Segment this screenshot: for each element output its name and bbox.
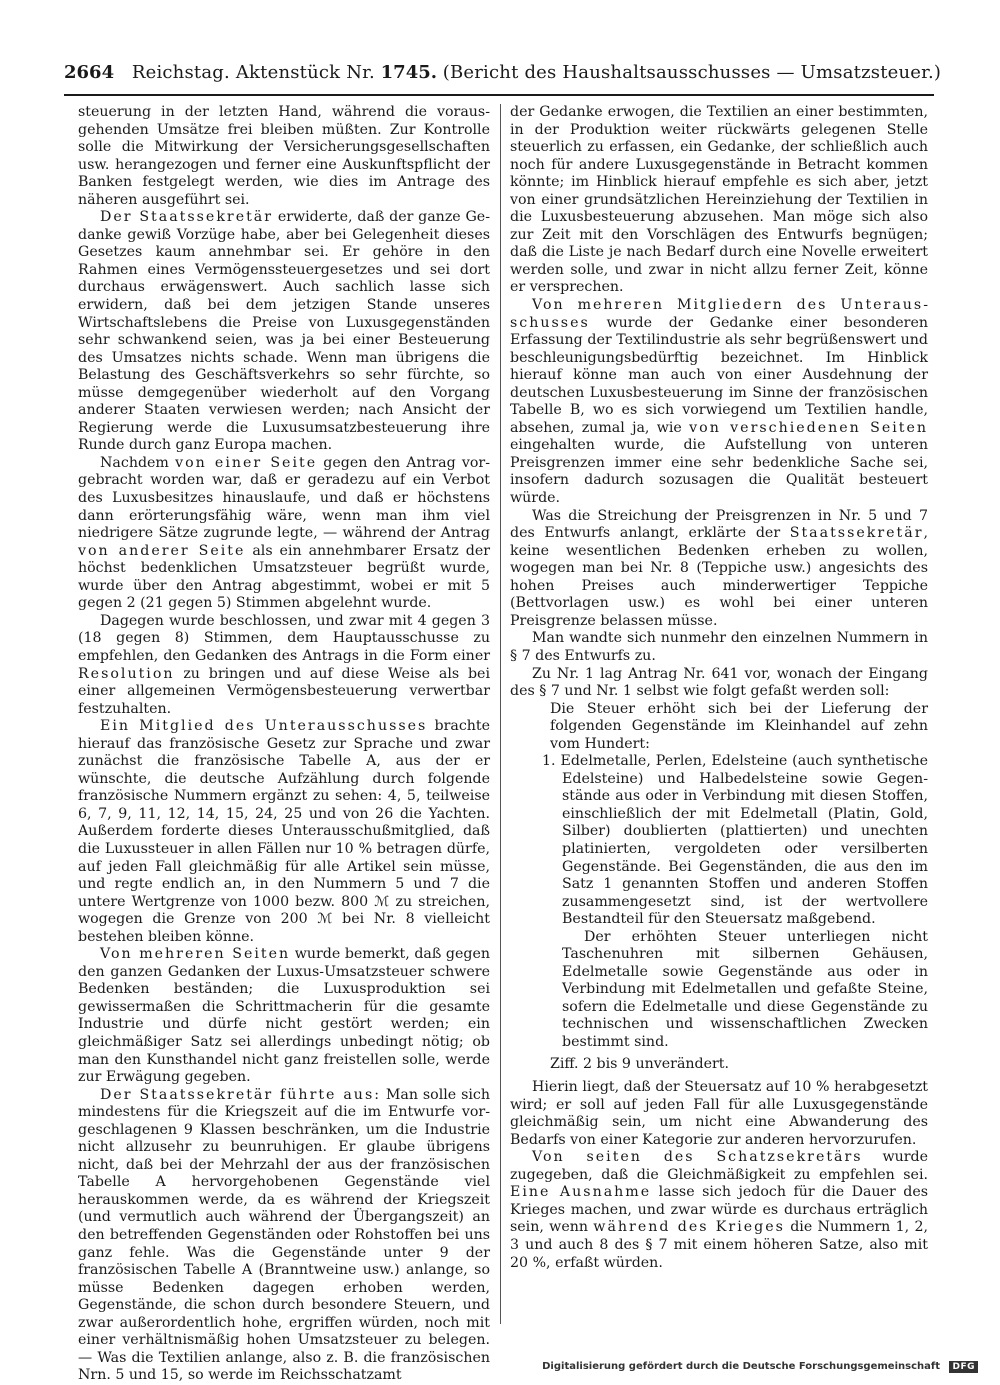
digitization-footer: [542, 1361, 978, 1373]
spaced-text: während des Krieges: [593, 1219, 785, 1236]
text: Was die Streichung der Preisgrenzen in Nr. 5 und 7 des Entwurfs anlangt, erklärte der: [510, 507, 928, 542]
paragraph: der Gedanke erwogen, die Textilien an einer bestimmten, in der Produktion weiter rückwärts gelegenen Stelle steuerlich zu erfassen, ein Gedanke, der schließlich auch noch für andere Luxusgegenstände in Betracht kommen könnte; im Hinblick hierauf empfehle es sich aber, jetzt von einer grundsätzlichen Hereinziehung der Textilien in die Luxusbesteuerung abzusehen. Man möge sich also zur Zeit mit den Vorschlägen des Entwurfs begnügen; daß die Liste je nach Bedarf durch eine Novelle erweitert werden solle, und zwar in nicht allzu ferner Zeit, könne er versprechen.: [510, 104, 928, 296]
paragraph: [78, 613, 490, 718]
document-number: 1745.: [380, 62, 438, 83]
spaced-text: von anderer Seite: [78, 542, 246, 559]
header-rule: [64, 94, 934, 96]
paragraph: [78, 455, 490, 613]
text: die Nummern 1, 2, 3 und auch 8 des § 7 mit einem höheren Satze, also mit 20 %, erfaßt würden.: [510, 1219, 928, 1271]
spaced-text: Von seiten des: [532, 1149, 717, 1166]
paragraph: [78, 209, 490, 455]
footer-text: Digitalisierung gefördert durch die Deutsche Forschungsgemeinschaft: [542, 1361, 940, 1372]
paragraph: steuerung in der letzten Hand, während die vorausgehenden Umsätze frei bleiben müßten. Zur Kontrolle solle die Mitwirkung der Versicherungsgesellschaften usw. herangezogen und ferner eine Auskunftspflicht der Banken festgelegt werden, wie dies im Antrage des näheren ausgeführt sei.: [78, 104, 490, 208]
spaced-text: Von mehreren Seiten: [100, 946, 291, 963]
text: eingehalten wurde, die Aufstellung von unteren Preisgrenzen immer eine sehr bedenkliche Sache sei, insofern dadurch sozusagen die Qualität besteuert würde.: [510, 437, 928, 507]
text: wurde bemerkt, daß gegen den ganzen Gedanken der Luxus-Umsatzsteuer schwere Bedenken beständen; die Luxusproduktion sei gewissermaßen die Schrittmacherin für die gesamte Industrie und dürfe nicht gestört werden; ein gleichmäßiger Satz sei allerdings unbedingt nötig; ob man den Kunsthandel nicht ganz freistellen solle, werde zur Erwägung gegeben.: [78, 946, 490, 1086]
paragraph: [78, 1087, 490, 1385]
text: brachte hierauf das französische Gesetz zur Sprache und zwar zunächst die französische Tabelle A, aus der er wünschte, die deutsche Aufzählung durch folgende französische Nummern ergänzt zu sehen: 4, 5, teilweise 6, 7, 9, 11, 12, 14, 15, 24, 25 und von 26 die Yachten. Außerdem forderte dieses Unterausschußmitglied, daß die Luxussteuer in allen Fällen nur 10 % betragen dürfe, auf jeden Fall gleichmäßig für alle Artikel sein müsse, und regte endlich an, in den Nummern 5 und 7 die untere Wertgrenze von 1000 bezw. 800 ℳ zu streichen, wogegen die Grenze von 200 ℳ bei Nr. 8 vielleicht bestehen bleiben könne.: [78, 718, 491, 945]
header-title-suffix: (Bericht des Haushaltsausschusses — Umsatzsteuer.): [442, 62, 942, 83]
text: wurde zugegeben, daß die Gleichmäßigkeit zu empfehlen sei.: [510, 1149, 928, 1183]
ziff-note: Ziff. 2 bis 9 unverändert.: [550, 1055, 730, 1072]
spaced-text: von verschiedenen Seiten: [689, 419, 928, 436]
paragraph: [78, 946, 490, 1086]
paragraph: [78, 718, 490, 946]
text: Man solle sich mindestens für die Kriegszeit auf die im Entwurfe vorgeschlagenen 9 Klassen beschränken, um die Industrie nicht allzusehr zu beunruhigen. Er glaube übrigens nicht, daß bei der Mehrzahl der aus der französischen Tabelle A hervorgehobenen Gegenstände viel herauskommen werde, da es während der Kriegszeit (und vermutlich auch während der Übergangszeit) an den betreffenden Gegenständen oder Rohstoffen bei uns ganz fehle. Was die Gegenstände unter 9 der französischen Tabelle A (Branntweine usw.) anlange, so müsse Bedenken dagegen erhoben werden, Gegenstände, die schon durch besondere Steuern, und zwar außerordentlich hohe, ergriffen würden, noch mit einer verhältnismäßig hohen Umsatzsteuer zu belegen. — Was die Textilien anlange, also z. B. die französischen Nrn. 5 und 15, so werde im Reichsschatzamt: [78, 1086, 490, 1384]
spaced-text: Der Staatssekretär: [100, 209, 274, 226]
spaced-text: Eine Ausnahme: [510, 1184, 652, 1201]
list-item-continuation: Der erhöhten Steuer unterliegen nicht Taschenuhren mit silbernen Gehäusen, Edelmetalle sowie Gegenstände aus oder in Verbindung mit Edelmetallen und gefaßte Steine, sofern die Edelmetalle und diese Gegenstände zu technischen und wissenschaftlichen Zwecken bestimmt sind.: [562, 928, 928, 1050]
header-title-prefix: Reichstag. Aktenstück Nr.: [131, 62, 375, 83]
page-header: [64, 62, 942, 92]
paragraph: [510, 508, 928, 631]
spaced-text: Der Staatssekretär führte aus:: [100, 1086, 381, 1103]
text: Dagegen wurde beschlossen, und zwar mit 4 gegen 3 (18 gegen 8) Stimmen, dem Hauptausschusse zu empfehlen, den Gedanken des Antrags in die Form einer: [78, 612, 490, 664]
spaced-text: Schatzsekretärs: [716, 1149, 863, 1166]
dfg-logo: DFG: [949, 1361, 978, 1373]
right-column: [510, 104, 928, 1272]
spaced-text: Ein Mitglied des Unterausschusses: [100, 718, 428, 735]
text: gegen den Antrag vorgebracht worden war, daß er geradezu auf ein Verbot des Luxusbesitzes hinauslaufe, und daß er höchstens dann erörterungsfähig wäre, wenn man ihm viel niedrigere Sätze zugrunde legte, — während der Antrag: [78, 454, 491, 542]
quoted-text: Die Steuer erhöht sich bei der Lieferung der folgenden Gegenstände im Kleinhandel auf zehn vom Hundert:: [550, 700, 928, 752]
column-divider: [500, 104, 501, 1324]
spaced-text: Staatssekretär: [789, 525, 924, 542]
spaced-text: Von mehreren Mitgliedern des Unterausschusses: [510, 297, 928, 331]
page-number: 2664: [64, 62, 115, 83]
text: lasse sich jedoch für die Dauer des Krieges machen, und zwar würde es durchaus erträglich sein, wenn: [510, 1184, 928, 1236]
text: zu bringen und auf diese Weise als bei einer allgemeinen Vermögensbesteuerung verwertbar festzuhalten.: [78, 665, 490, 717]
paragraph: [510, 297, 928, 508]
spaced-text: Resolution: [78, 665, 175, 682]
list-item: 1. Edelmetalle, Perlen, Edelsteine (auch synthetische Edelsteine) und Halbedelsteine sowie Gegenstände aus oder in Verbindung mit diesen Stoffen, einschließlich der mit Edelmetall (Platin, Gold, Silber) doublierten (plattierten) und unechten platinierten, vergoldeten oder versilberten Gegenstände. Bei Gegenständen, die aus den im Satz 1 genannten Stoffen und anderen Stoffen zusammengesetzt sind, ist der wertvollere Bestandteil für den Steuersatz maßgebend.: [542, 753, 928, 928]
paragraph: Hierin liegt, daß der Steuersatz auf 10 % herabgesetzt wird; er soll auf jeden Fall für alle Luxusgegenstände gleichmäßig sein, um nicht eine Abwanderung des Bedarfs von einer Kategorie zur anderen hervorzurufen.: [510, 1079, 928, 1148]
paragraph: Zu Nr. 1 lag Antrag Nr. 641 vor, wonach der Eingang des § 7 und Nr. 1 selbst wie folgt gefaßt werden soll:: [510, 665, 928, 700]
text: wurde der Gedanke einer besonderen Erfassung der Textilindustrie als sehr begrüßenswert und beschleunigungsbedürftig bezeichnet. Im Hinblick hierauf könne man auch von einer Ausdehnung der deutschen Luxusbesteuerung im Sinne der französischen Tabelle B, wo es sich vorwiegend um Textilien handle, absehen, zumal ja, wie: [510, 314, 928, 436]
text: Nachdem: [100, 454, 176, 471]
spaced-text: von einer Seite: [175, 454, 318, 471]
paragraph: Man wandte sich nunmehr den einzelnen Nummern in § 7 des Entwurfs zu.: [510, 630, 928, 664]
text: , keine wesentlichen Bedenken erheben zu wollen, wogegen man bei Nr. 8 (Teppiche usw.) angesichts des hohen Preises auch minderwertiger Teppiche (Bettvorlagen usw.) es wohl bei einer unteren Preisgrenze belassen müsse.: [510, 525, 928, 629]
left-column: [78, 104, 490, 1385]
text: erwiderte, daß der ganze Gedanke gewiß Vorzüge habe, aber bei Gelegenheit dieses Gesetzes kaum annehmbar sei. Er gehöre in den Rahmen eines Vermögenssteuergesetzes und sei dort durchaus erwägenswert. Auch sachlich lasse sich erwidern, daß bei dem jetzigen Stande unseres Wirtschaftslebens die Preise von Luxusgegenständen sehr schwankend seien, was ja bei einer Besteuerung des Umsatzes nichts schade. Wenn man übrigens die Belastung des Geschäftsverkehrs so sehr fürchte, so müsse demgegenüber wiederholt auf den Vorgang anderer Staaten verwiesen werden; nach Ansicht der Regierung werde die Luxusumsatzbesteuerung ihre Runde durch ganz Europa machen.: [78, 209, 490, 454]
text: als ein annehmbarer Ersatz der höchst bedenklichen Umsatzsteuer begrüßt wurde, wurde über den Antrag abgestimmt, wobei er mit 5 gegen 2 (21 gegen 5) Stimmen abgelehnt wurde.: [78, 542, 490, 612]
paragraph: [510, 1149, 928, 1272]
